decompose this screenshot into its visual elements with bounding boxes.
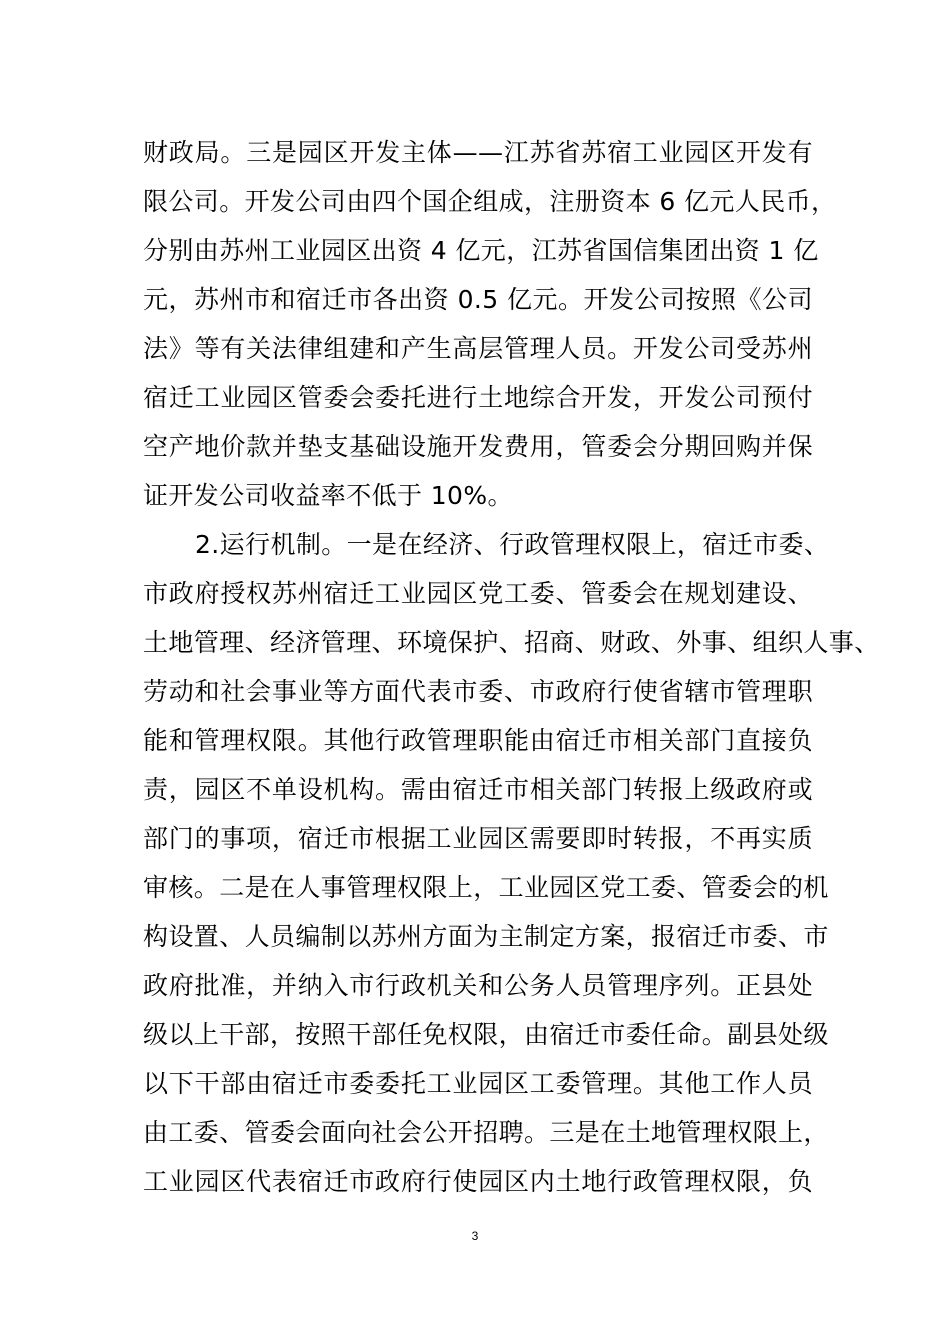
text-line: 限公司。开发公司由四个国企组成，注册资本 6 亿元人民币， bbox=[143, 187, 837, 216]
text-line: 财政局。三是园区开发主体——江苏省苏宿工业园区开发有 bbox=[143, 138, 813, 167]
text-line: 级以上干部，按照干部任免权限，由宿迁市委任命。副县处级 bbox=[143, 1020, 829, 1049]
page-number: 3 bbox=[471, 1229, 479, 1243]
text-line: 空产地价款并垫支基础设施开发费用，管委会分期回购并保 bbox=[143, 432, 813, 461]
text-line: 劳动和社会事业等方面代表市委、市政府行使省辖市管理职 bbox=[143, 677, 813, 706]
text-line: 构设置、人员编制以苏州方面为主制定方案，报宿迁市委、市 bbox=[143, 922, 829, 951]
text-line: 能和管理权限。其他行政管理职能由宿迁市相关部门直接负 bbox=[143, 726, 813, 755]
text-line: 以下干部由宿迁市委委托工业园区工委管理。其他工作人员 bbox=[143, 1069, 813, 1098]
text-line: 证开发公司收益率不低于 10%。 bbox=[143, 481, 513, 510]
text-line: 部门的事项，宿迁市根据工业园区需要即时转报，不再实质 bbox=[143, 824, 813, 853]
text-line: 审核。二是在人事管理权限上，工业园区党工委、管委会的机 bbox=[143, 873, 829, 902]
text-line: 分别由苏州工业园区出资 4 亿元，江苏省国信集团出资 1 亿 bbox=[143, 236, 819, 265]
text-line: 法》等有关法律组建和产生高层管理人员。开发公司受苏州 bbox=[143, 334, 813, 363]
text-line: 宿迁工业园区管委会委托进行土地综合开发，开发公司预付 bbox=[143, 383, 813, 412]
text-line: 责，园区不单设机构。需由宿迁市相关部门转报上级政府或 bbox=[143, 775, 813, 804]
text-line: 市政府授权苏州宿迁工业园区党工委、管委会在规划建设、 bbox=[143, 579, 813, 608]
text-line: 土地管理、经济管理、环境保护、招商、财政、外事、组织人事、 bbox=[143, 628, 880, 657]
body-text bbox=[143, 128, 880, 1206]
text-line: 工业园区代表宿迁市政府行使园区内土地行政管理权限，负 bbox=[143, 1167, 813, 1196]
text-line: 政府批准，并纳入市行政机关和公务人员管理序列。正县处 bbox=[143, 971, 813, 1000]
text-line: 元，苏州市和宿迁市各出资 0.5 亿元。开发公司按照《公司 bbox=[143, 285, 813, 314]
text-line: 由工委、管委会面向社会公开招聘。三是在土地管理权限上， bbox=[143, 1118, 829, 1147]
paragraph-start-line: 2.运行机制。一是在经济、行政管理权限上，宿迁市委、 bbox=[195, 530, 830, 559]
